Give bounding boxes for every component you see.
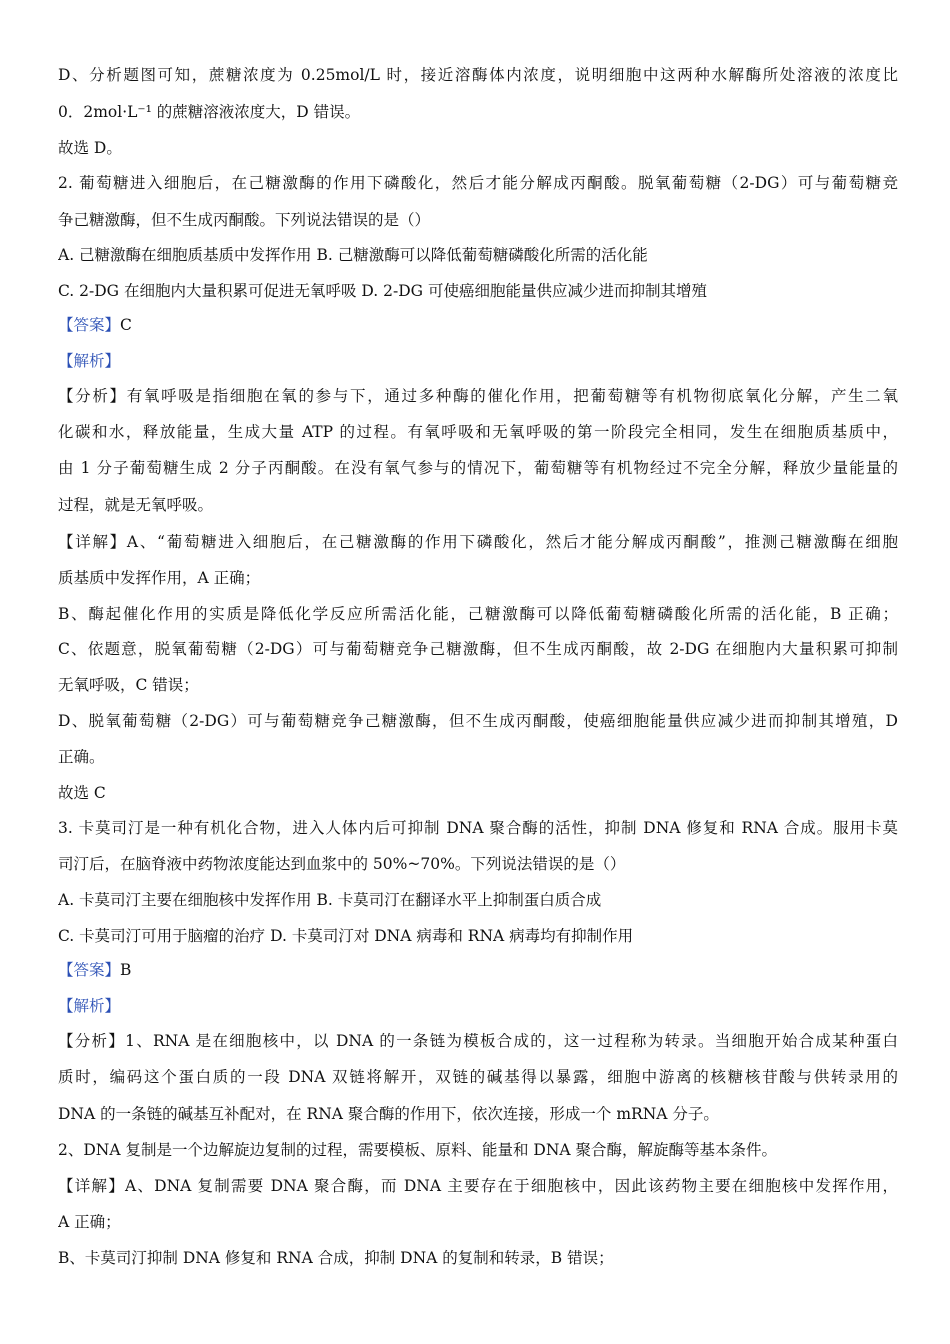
fenxi-tag: 【分析】 bbox=[58, 387, 127, 405]
q2-xiangjie-a-cont: 质基质中发挥作用，A 正确； bbox=[58, 569, 261, 587]
q3-fenxi-line3: DNA 的一条链的碱基互补配对，在 RNA 聚合酶的作用下，依次连接，形成一个 mRNA 分子。 bbox=[58, 1105, 719, 1123]
q3-stem-cont: 司汀后，在脑脊液中药物浓度能达到血浆中的 50%~70%。下列说法错误的是（） bbox=[58, 855, 626, 873]
q3-options-cd: C. 卡莫司汀可用于脑瘤的治疗 D. 卡莫司汀对 DNA 病毒和 RNA 病毒均有抑制作用 bbox=[58, 927, 634, 945]
xiangjie-a-text: A、DNA 复制需要 DNA 聚合酶，而 DNA 主要存在于细胞核中，因此该药物主要在细胞核中发挥作用， bbox=[124, 1177, 898, 1195]
q2-options-cd: C. 2-DG 在细胞内大量积累可促进无氧呼吸 D. 2-DG 可使癌细胞能量供应减少进而抑制其增殖 bbox=[58, 282, 707, 300]
q2-xiangjie-d: D、脱氧葡萄糖（2-DG）可与葡萄糖竞争己糖激酶，但不生成丙酮酸，使癌细胞能量供应减少进而抑制其增殖，D bbox=[58, 712, 898, 730]
answer-tag: 【答案】 bbox=[58, 961, 121, 979]
q2-analysis-tag: 【解析】 bbox=[58, 352, 121, 370]
q2-fenxi-line3: 由 1 分子葡萄糖生成 2 分子丙酮酸。在没有氧气参与的情况下，葡萄糖等有机物经过不完全分解，释放少量能量的 bbox=[58, 459, 898, 477]
q2-xiangjie-c-cont: 无氧呼吸，C 错误； bbox=[58, 676, 199, 694]
q2-xiangjie-a bbox=[58, 531, 898, 553]
q2-fenxi bbox=[58, 385, 898, 407]
q2-stem: 2. 葡萄糖进入细胞后，在己糖激酶的作用下磷酸化，然后才能分解成丙酮酸。脱氧葡萄糖（2-DG）可与葡萄糖竞 bbox=[58, 174, 898, 192]
q3-fenxi-line4: 2、DNA 复制是一个边解旋边复制的过程，需要模板、原料、能量和 DNA 聚合酶，解旋酶等基本条件。 bbox=[58, 1141, 778, 1159]
q2-fenxi-line2: 化碳和水，释放能量，生成大量 ATP 的过程。有氧呼吸和无氧呼吸的第一阶段完全相同，发生在细胞质基质中， bbox=[58, 423, 898, 441]
xiangjie-tag: 【详解】 bbox=[58, 533, 127, 551]
q2-xiangjie-c: C、依题意，脱氧葡萄糖（2-DG）可与葡萄糖竞争己糖激酶，但不生成丙酮酸，故 2-DG 在细胞内大量积累可抑制 bbox=[58, 640, 898, 658]
q3-fenxi bbox=[58, 1030, 898, 1052]
q1-option-d-explanation: D、分析题图可知，蔗糖浓度为 0.25mol/L 时，接近溶酶体内浓度，说明细胞中这两种水解酶所处溶液的浓度比 bbox=[58, 66, 898, 84]
fenxi-tag: 【分析】 bbox=[58, 1032, 126, 1050]
q3-xiangjie-b: B、卡莫司汀抑制 DNA 修复和 RNA 合成，抑制 DNA 的复制和转录，B 错误； bbox=[58, 1249, 614, 1267]
q3-options-ab: A. 卡莫司汀主要在细胞核中发挥作用 B. 卡莫司汀在翻译水平上抑制蛋白质合成 bbox=[58, 891, 602, 909]
q2-stem-cont: 争己糖激酶，但不生成丙酮酸。下列说法错误的是（） bbox=[58, 211, 431, 229]
q2-xiangjie-d-cont: 正确。 bbox=[58, 748, 105, 766]
fenxi-text: 有氧呼吸是指细胞在氧的参与下，通过多种酶的催化作用，把葡萄糖等有机物彻底氧化分解，产生二氧 bbox=[126, 387, 898, 405]
answer-tag: 【答案】 bbox=[58, 316, 121, 334]
answer-value: C bbox=[120, 316, 132, 334]
answer-value: B bbox=[120, 961, 132, 979]
q1-option-d-explanation-cont: 0．2mol·L⁻¹ 的蔗糖溶液浓度大，D 错误。 bbox=[58, 103, 361, 121]
q1-final-choice: 故选 D。 bbox=[58, 139, 122, 157]
q3-stem: 3. 卡莫司汀是一种有机化合物，进入人体内后可抑制 DNA 聚合酶的活性，抑制 DNA 修复和 RNA 合成。服用卡莫 bbox=[58, 819, 898, 837]
q3-answer bbox=[58, 959, 898, 981]
q2-final-choice: 故选 C bbox=[58, 784, 106, 802]
q3-fenxi-line2: 质时，编码这个蛋白质的一段 DNA 双链将解开，双链的碱基得以暴露，细胞中游离的核糖核苷酸与供转录用的 bbox=[58, 1068, 898, 1086]
q2-xiangjie-b: B、酶起催化作用的实质是降低化学反应所需活化能，己糖激酶可以降低葡萄糖磷酸化所需的活化能，B 正确； bbox=[58, 605, 898, 623]
q2-options-ab: A. 己糖激酶在细胞质基质中发挥作用 B. 己糖激酶可以降低葡萄糖磷酸化所需的活化能 bbox=[58, 246, 648, 264]
q3-analysis-tag: 【解析】 bbox=[58, 997, 121, 1015]
q3-xiangjie-a-cont: A 正确； bbox=[58, 1213, 121, 1231]
xiangjie-a-text: A、“葡萄糖进入细胞后，在己糖激酶的作用下磷酸化，然后才能分解成丙酮酸”，推测己糖激酶在细胞 bbox=[126, 533, 898, 551]
q3-xiangjie-a bbox=[58, 1175, 898, 1197]
q2-answer bbox=[58, 314, 898, 336]
fenxi-text: 1、RNA 是在细胞核中，以 DNA 的一条链为模板合成的，这一过程称为转录。当细胞开始合成某种蛋白 bbox=[125, 1032, 898, 1050]
xiangjie-tag: 【详解】 bbox=[58, 1177, 125, 1195]
q2-fenxi-line4: 过程，就是无氧呼吸。 bbox=[58, 496, 214, 514]
